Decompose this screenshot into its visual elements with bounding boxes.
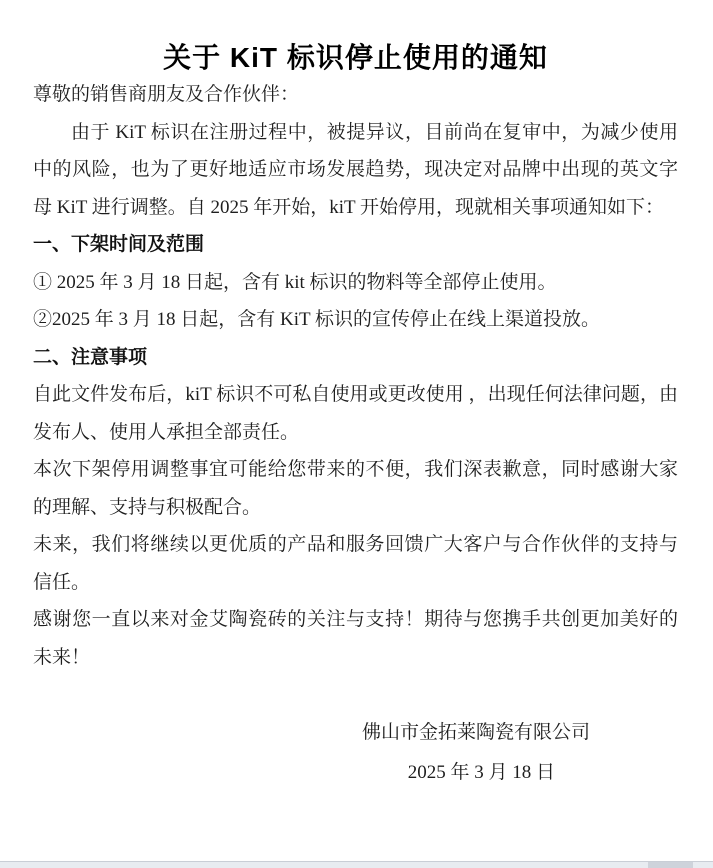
intro-paragraph: 由于 KiT 标识在注册过程中，被提异议，目前尚在复审中，为减少使用中的风险，也为了更好地适应市场发展趋势，现决定对品牌中出现的英文字母 KiT 进行调整。自 2025 年开始，kiT 开始停用，现就相关事项通知如下： [33,121,678,218]
section-2-paragraph-2: 本次下架停用调整事宜可能给您带来的不便，我们深表歉意，同时感谢大家的理解、支持与积极配合。 [33,459,678,518]
section-2-heading: 二、注意事项 [33,346,148,368]
horizontal-scrollbar[interactable] [0,861,713,868]
section-2-paragraph-3: 未来，我们将继续以更优质的产品和服务回馈广大客户与合作伙伴的支持与信任。 [33,534,678,593]
salutation-line: 尊敬的销售商朋友及合作伙伴： [33,84,300,105]
closing-paragraph: 感谢您一直以来对金艾陶瓷砖的关注与支持！期待与您携手共创更加美好的未来！ [33,609,678,668]
section-1-item-1: ① 2025 年 3 月 18 日起，含有 kit 标识的物料等全部停止使用。 [33,271,557,293]
section-1-heading: 一、下架时间及范围 [33,234,205,255]
section-2-paragraph-1: 自此文件发布后，kiT 标识不可私自使用或更改使用 ，出现任何法律问题，由发布人、使用人承担全部责任。 [33,384,678,443]
notice-title: 关于 KiT 标识停止使用的通知 [163,42,548,73]
signature-block [33,714,678,791]
section-1-item-2: ②2025 年 3 月 18 日起，含有 KiT 标识的宣传停止在线上渠道投放。 [33,309,601,330]
signature-date: 2025 年 3 月 18 日 [407,761,555,783]
scrollbar-thumb[interactable] [648,862,693,868]
signature-company: 佛山市金拓莱陶瓷有限公司 [361,722,590,743]
